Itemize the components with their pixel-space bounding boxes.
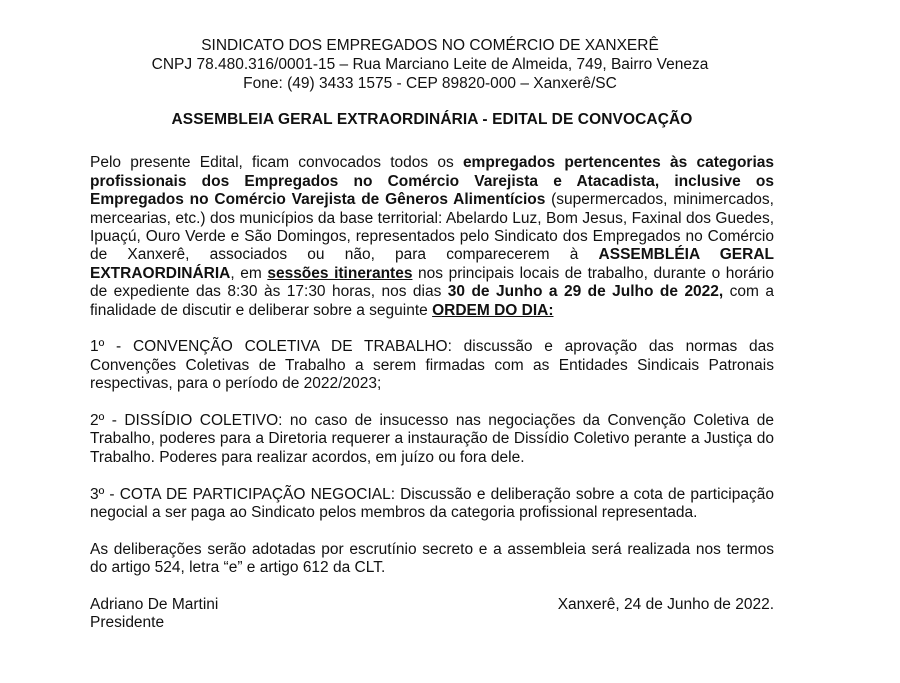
intro-dates: 30 de Junho a 29 de Julho de 2022, [447,283,724,301]
intro-text-4: nos principais locais de trabalho, durante o horário de expediente das 8:30 às 17:30 horas, nos dias [90,264,775,301]
intro-text-3: , em [230,264,268,282]
place-date: Xanxerê, 24 de Junho de 2022. [557,596,774,614]
intro-text-2: (supermercados, minimercados, mercearias, etc.) dos municípios da base territorial: Abelardo Luz, Bom Jesus, Faxinal dos Guedes, Ipuaçú, Ouro Verde e São Domingos, representados pelo Sindicato dos Empregados no Comércio de Xanxerê, associados ou não, para comparecerem à [90,191,774,264]
intro-bold-assembly: ASSEMBLÉIA GERAL EXTRAORDINÁRIA [90,246,774,282]
letterhead [86,36,774,93]
agenda-item-2: 2º - DISSÍDIO COLETIVO: no caso de insucesso nas negociações da Convenção Coletiva de Trabalho, poderes para a Diretoria requerer a instauração de Dissídio Coletivo perante a Justiça do Trabalho. Poderes para realizar acordos, em juízo ou fora dele. [90,412,774,466]
signatory [90,596,218,633]
agenda-item-3: 3º - COTA DE PARTICIPAÇÃO NEGOCIAL: Discussão e deliberação sobre a cota de participação negocial a ser paga ao Sindicato pelos membros da categoria profissional representada. [90,485,774,522]
union-address: CNPJ 78.480.316/0001-15 – Rua Marciano Leite de Almeida, 749, Bairro Veneza [151,56,709,73]
intro-bold-categories: empregados pertencentes às categorias profissionais dos Empregados no Comércio Varejista e Atacadista, inclusive os Empregados no Comércio Varejista de Gêneros Alimentícios [90,154,774,209]
document-title: ASSEMBLEIA GERAL EXTRAORDINÁRIA - EDITAL DE CONVOCAÇÃO [171,111,693,128]
intro-sessions: sessões itinerantes [267,264,413,282]
signatory-role: Presidente [90,614,165,632]
intro-paragraph [90,154,774,320]
intro-agenda-label: ORDEM DO DIA: [432,301,554,319]
signatory-name: Adriano De Martini [90,596,219,614]
intro-text-5: com a finalidade de discutir e deliberar sobre a seguinte [90,283,774,319]
intro-text-1: Pelo presente Edital, ficam convocados todos os [90,154,463,172]
union-name: SINDICATO DOS EMPREGADOS NO COMÉRCIO DE XANXERÊ [201,37,659,54]
agenda-item-1: 1º - CONVENÇÃO COLETIVA DE TRABALHO: discussão e aprovação das normas das Convenções Coletivas de Trabalho a serem firmadas com as Entidades Sindicais Patronais respectivas, para o período de 2022/2023; [90,338,774,393]
signature-block [90,596,774,633]
closing-paragraph: As deliberações serão adotadas por escrutínio secreto e a assembleia será realizada nos termos do artigo 524, letra “e” e artigo 612 da CLT. [90,540,774,577]
union-contact: Fone: (49) 3433 1575 - CEP 89820-000 – Xanxerê/SC [243,75,617,92]
